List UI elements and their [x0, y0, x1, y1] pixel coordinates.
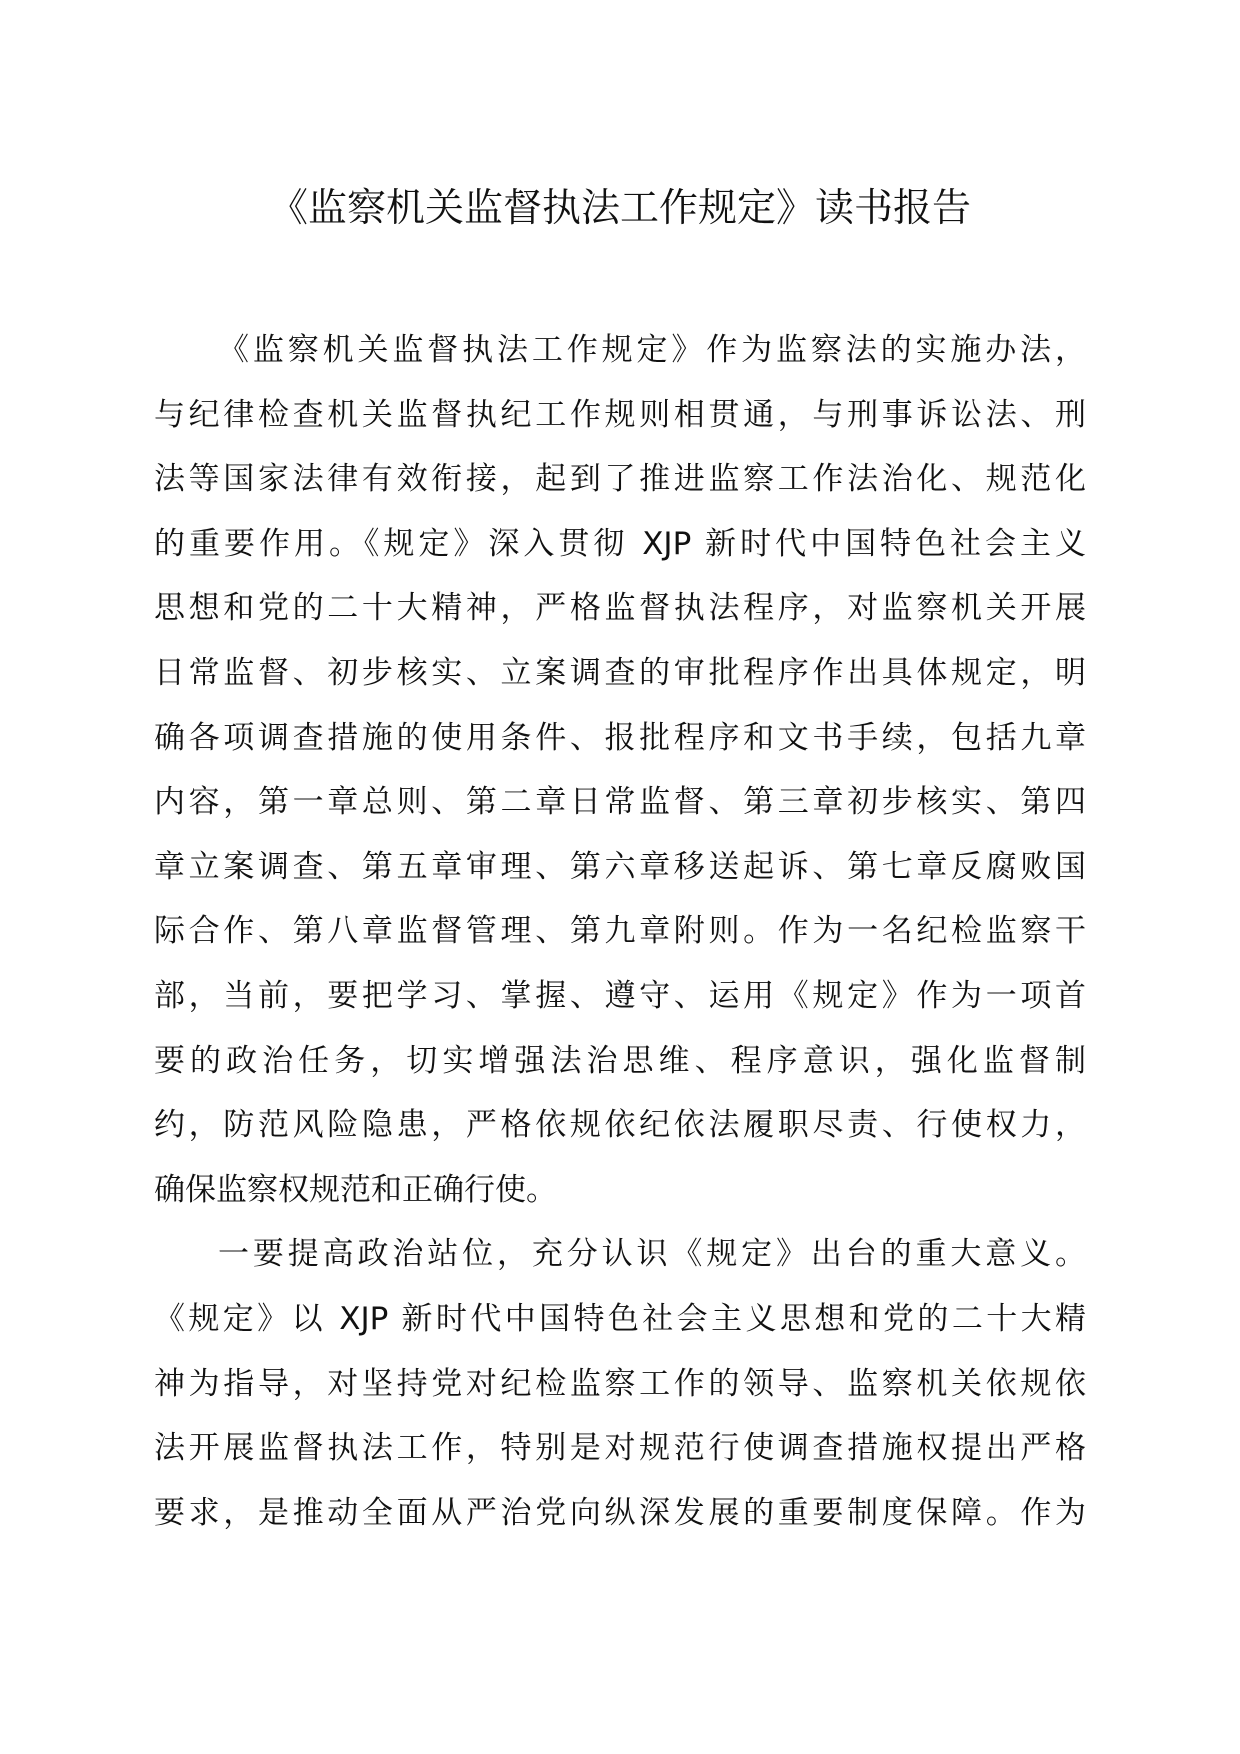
paragraph-2-line-4: 法开展监督执法工作，特别是对规范行使调查措施权提出严格 — [154, 1430, 1086, 1467]
paragraph-1-line-7: 确各项调查措施的使用条件、报批程序和文书手续，包括九章 — [154, 719, 1086, 756]
paragraph-2-line-1: 一要提高政治站位，充分认识《规定》出台的重大意义。 — [218, 1236, 1086, 1273]
paragraph-1-line-4: 的重要作用。《规定》深入贯彻 XJP 新时代中国特色社会主义 — [154, 525, 1086, 562]
paragraph-1-line-11: 部，当前，要把学习、掌握、遵守、运用《规定》作为一项首 — [154, 977, 1086, 1014]
paragraph-1-line-14: 确保监察权规范和正确行使。 — [154, 1171, 557, 1208]
paragraph-1-line-8: 内容，第一章总则、第二章日常监督、第三章初步核实、第四 — [154, 784, 1086, 821]
paragraph-1-line-1: 《监察机关监督执法工作规定》作为监察法的实施办法， — [218, 332, 1086, 368]
document-title: 《监察机关监督执法工作规定》读书报告 — [268, 186, 971, 231]
paragraph-1-line-10: 际合作、第八章监督管理、第九章附则。作为一名纪检监察干 — [154, 913, 1086, 950]
paragraph-2-line-3: 神为指导，对坚持党对纪检监察工作的领导、监察机关依规依 — [154, 1365, 1086, 1402]
paragraph-2-line-5: 要求，是推动全面从严治党向纵深发展的重要制度保障。作为 — [154, 1494, 1086, 1531]
paragraph-1-line-13: 约，防范风险隐患，严格依规依纪依法履职尽责、行使权力， — [154, 1107, 1086, 1144]
paragraph-1-line-5: 思想和党的二十大精神，严格监督执法程序，对监察机关开展 — [154, 590, 1086, 627]
document-body — [154, 318, 1086, 1545]
paragraph-2-line-2: 《规定》以 XJP 新时代中国特色社会主义思想和党的二十大精 — [154, 1300, 1086, 1337]
paragraph-1-line-9: 章立案调查、第五章审理、第六章移送起诉、第七章反腐败国 — [154, 848, 1086, 885]
paragraph-1-line-12: 要的政治任务，切实增强法治思维、程序意识，强化监督制 — [154, 1042, 1086, 1079]
paragraph-1-line-2: 与纪律检查机关监督执纪工作规则相贯通，与刑事诉讼法、刑 — [154, 396, 1086, 433]
paragraph-1-line-6: 日常监督、初步核实、立案调查的审批程序作出具体规定，明 — [154, 654, 1086, 691]
paragraph-1-line-3: 法等国家法律有效衔接，起到了推进监察工作法治化、规范化 — [154, 461, 1086, 498]
